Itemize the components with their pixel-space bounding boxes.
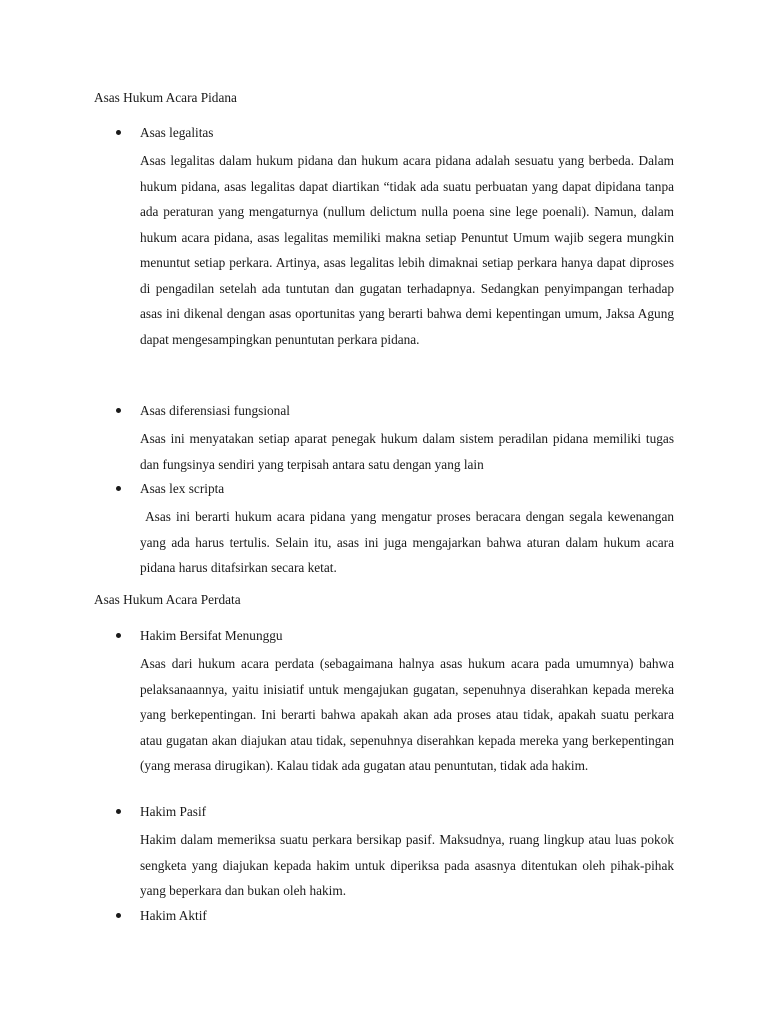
item-body: Asas ini berarti hukum acara pidana yang mengatur proses beracara dengan segala kewenangan yang ada harus tertulis. Selain itu, asas ini juga mengajarkan bahwa aturan dalam hukum acara pidana harus ditafsirkan secara ketat. [140,509,678,575]
bullet-icon [116,913,121,918]
bullet-icon [116,809,121,814]
item-body: Hakim dalam memeriksa suatu perkara bersikap pasif. Maksudnya, ruang lingkup atau luas pokok sengketa yang diajukan kepada hakim untuk diperiksa pada asasnya ditentukan oleh pihak-pihak yang beperkara dan bukan oleh hakim. [140,832,674,898]
item-title: Asas lex scripta [140,481,225,496]
item-title: Hakim Bersifat Menunggu [140,628,283,643]
bullet-icon [116,486,121,491]
bullet-icon [116,408,121,413]
bullet-icon [116,130,121,135]
section-heading-perdata: Asas Hukum Acara Perdata [94,592,241,607]
item-title: Hakim Aktif [140,908,207,923]
item-title: Hakim Pasif [140,804,207,819]
section-heading-pidana: Asas Hukum Acara Pidana [94,90,237,105]
item-title: Asas diferensiasi fungsional [140,403,290,418]
bullet-icon [116,633,121,638]
item-body: Asas legalitas dalam hukum pidana dan hukum acara pidana adalah sesuatu yang berbeda. Dalam hukum pidana, asas legalitas dapat diartikan “tidak ada suatu perbuatan yang dapat dipidana tanpa ada peraturan yang mengaturnya (nullum delictum nulla poena sine lege poenali). Namun, dalam hukum acara pidana, asas legalitas memiliki makna setiap Penuntut Umum wajib segera mungkin menuntut setiap perkara. Artinya, asas legalitas lebih dimaknai setiap perkara hanya dapat diproses di pengadilan setelah ada tuntutan dan gugatan terhadapnya. Sedangkan penyimpangan terhadap asas ini dikenal dengan asas oportunitas yang berarti bahwa demi kepentingan umum, Jaksa Agung dapat mengesampingkan penuntutan perkara pidana. [140,153,674,347]
item-title: Asas legalitas [140,125,214,140]
item-body: Asas ini menyatakan setiap aparat penegak hukum dalam sistem peradilan pidana memiliki tugas dan fungsinya sendiri yang terpisah antara satu dengan yang lain [140,431,674,472]
item-body: Asas dari hukum acara perdata (sebagaimana halnya asas hukum acara pada umumnya) bahwa pelaksanaannya, yaitu inisiatif untuk mengajukan gugatan, sepenuhnya diserahkan kepada mereka yang berkepentingan. Ini berarti bahwa apakah akan ada proses atau tidak, apakah suatu perkara atau gugatan akan diajukan atau tidak, sepenuhnya diserahkan kepada mereka yang berkepentingan (yang merasa dirugikan). Kalau tidak ada gugatan atau penuntutan, tidak ada hakim. [140,656,674,773]
